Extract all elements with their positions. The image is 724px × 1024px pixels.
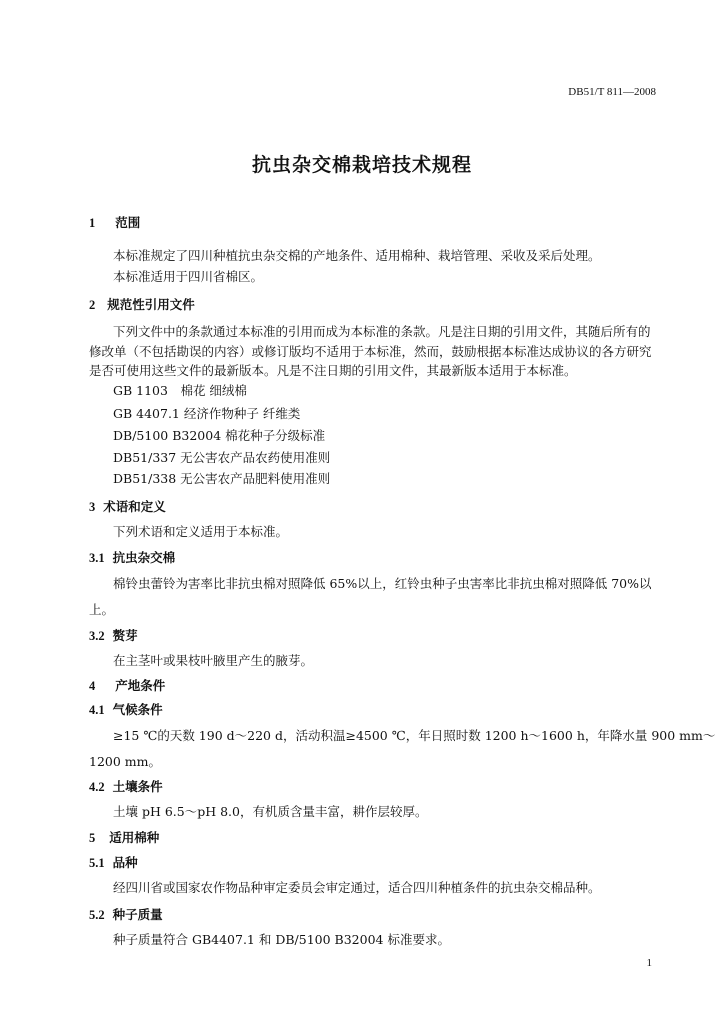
paragraph-line: 1200 mm。 [89,754,161,769]
subsection-3-1-heading [89,548,175,566]
standard-number: DB51/T 811—2008 [568,86,656,98]
section-number: 3 [89,500,96,514]
subsection-number: 3.2 [89,629,105,643]
page-number: 1 [646,957,652,969]
reference-item: DB/5100 B32004 棉花种子分级标准 [113,428,326,443]
subsection-number: 5.1 [89,856,105,870]
paragraph-line: 下列文件中的条款通过本标准的引用而成为本标准的条款。凡是注日期的引用文件，其随后所有的 [113,324,651,339]
paragraph-line: ≥15 ℃的天数 190 d～220 d，活动积温≥4500 ℃，年日照时数 1200 h～1600 h，年降水量 900 mm～ [113,728,716,743]
paragraph: 种子质量符合 GB4407.1 和 DB/5100 B32004 标准要求。 [113,932,450,947]
paragraph: 本标准适用于四川省棉区。 [113,269,264,284]
section-number: 4 [89,679,96,693]
document-title: 抗虫杂交棉栽培技术规程 [251,154,472,176]
reference-item: GB 1103 棉花 细绒棉 [113,383,247,398]
subsection-3-2-heading [89,626,138,644]
subsection-title: 气候条件 [112,702,163,717]
reference-item: GB 4407.1 经济作物种子 纤维类 [113,406,301,421]
section-1-heading [89,213,140,231]
reference-item: DB51/337 无公害农产品农药使用准则 [113,450,331,465]
section-title: 产地条件 [115,678,166,693]
section-title: 适用棉种 [109,830,160,845]
paragraph: 下列术语和定义适用于本标准。 [113,524,289,539]
subsection-title: 抗虫杂交棉 [112,550,176,565]
subsection-title: 品种 [112,855,138,870]
paragraph-line: 修改单（不包括勘误的内容）或修订版均不适用于本标准，然而，鼓励根据本标准达成协议的各方研究 [89,344,652,359]
paragraph-line: 是否可使用这些文件的最新版本。凡是不注日期的引用文件，其最新版本适用于本标准。 [89,363,577,378]
section-number: 2 [89,298,96,312]
paragraph: 本标准规定了四川种植抗虫杂交棉的产地条件、适用棉种、栽培管理、采收及采后处理。 [113,248,601,263]
subsection-title: 赘芽 [112,628,138,643]
subsection-title: 种子质量 [112,907,163,922]
subsection-title: 土壤条件 [112,779,163,794]
section-title: 术语和定义 [103,499,166,514]
paragraph: 在主茎叶或果枝叶腋里产生的腋芽。 [113,653,314,668]
subsection-4-2-heading [89,777,163,795]
section-number: 1 [89,216,96,230]
section-3-heading [89,497,166,515]
section-4-heading [89,676,165,694]
section-title: 规范性引用文件 [107,297,195,312]
subsection-number: 3.1 [89,551,105,565]
section-number: 5 [89,831,96,845]
section-5-heading [89,828,159,846]
subsection-5-2-heading [89,905,163,923]
subsection-4-1-heading [89,700,163,718]
paragraph: 土壤 pH 6.5～pH 8.0，有机质含量丰富，耕作层较厚。 [113,804,428,819]
paragraph: 经四川省或国家农作物品种审定委员会审定通过，适合四川种植条件的抗虫杂交棉品种。 [113,880,601,895]
subsection-number: 4.2 [89,780,105,794]
paragraph-line: 上。 [89,602,115,617]
section-2-heading [89,295,195,313]
subsection-5-1-heading [89,853,138,871]
section-title: 范围 [115,215,141,230]
subsection-number: 5.2 [89,908,105,922]
paragraph-line: 棉铃虫蕾铃为害率比非抗虫棉对照降低 65%以上，红铃虫种子虫害率比非抗虫棉对照降低 70%以 [113,576,652,591]
subsection-number: 4.1 [89,703,105,717]
reference-item: DB51/338 无公害农产品肥料使用准则 [113,471,331,486]
